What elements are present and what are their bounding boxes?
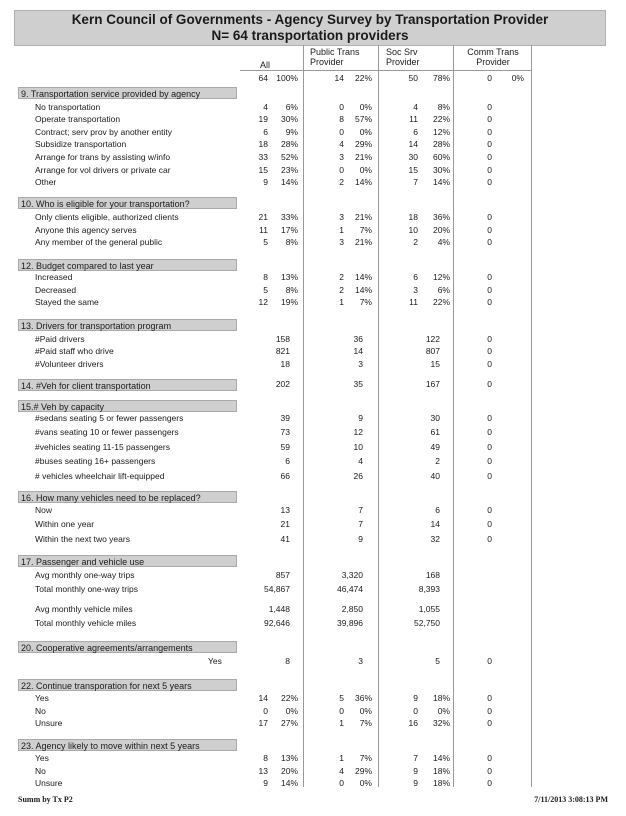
column-header-comm-line2: Provider [476, 57, 510, 67]
cell-public-count: 5 [339, 693, 344, 703]
table-row [0, 426, 626, 439]
column-header-soc [386, 47, 420, 67]
row-label: Unsure [35, 778, 63, 788]
cell-all-count: 15 [258, 165, 268, 175]
cell-soc-pct: 18% [432, 766, 450, 776]
cell-public-value: 26 [353, 471, 363, 481]
cell-soc-value: 122 [425, 334, 440, 344]
cell-public-pct: 0% [359, 706, 372, 716]
cell-soc-value: 49 [430, 442, 440, 452]
cell-soc-count: 11 [409, 114, 418, 124]
cell-all-value: 21 [280, 519, 290, 529]
cell-soc-count: 7 [413, 177, 418, 187]
cell-all-pct: 13% [280, 753, 298, 763]
column-header-soc-line2: Provider [386, 57, 420, 67]
cell-all-pct: 14% [280, 177, 298, 187]
cell-public-value: 7 [358, 519, 363, 529]
table-row [0, 569, 626, 582]
table-row [0, 296, 626, 309]
cell-comm-value: 0 [487, 456, 492, 466]
footer-left: Summ by Tx P2 [18, 795, 73, 804]
cell-public-count: 8 [339, 114, 344, 124]
cell-public-count: 1 [339, 225, 344, 235]
column-header-public-line1: Public Trans [310, 47, 360, 57]
cell-soc-pct: 30% [432, 165, 450, 175]
row-label: Other [35, 177, 57, 187]
row-label: Total monthly vehicle miles [35, 618, 137, 628]
cell-soc-value: 168 [425, 570, 440, 580]
cell-soc-pct: 18% [432, 693, 450, 703]
row-label: #Paid staff who drive [35, 346, 114, 356]
table-row [0, 617, 626, 630]
cell-soc-count: 6 [413, 272, 418, 282]
table-row [0, 518, 626, 531]
row-label: #sedans seating 5 or fewer passengers [35, 413, 184, 423]
cell-all-count: 13 [258, 766, 268, 776]
cell-soc-value: 6 [435, 505, 440, 515]
section-header: 9. Transportation service provided by agency [18, 87, 237, 99]
cell-public-count: 0 [339, 778, 344, 788]
report-title [14, 10, 606, 46]
row-label: #buses seating 16+ passengers [35, 456, 156, 466]
cell-all-pct: 6% [285, 102, 298, 112]
cell-public-value: 2,850 [341, 604, 363, 614]
cell-comm-count: 0 [487, 177, 492, 187]
row-label: #vans seating 10 or fewer passengers [35, 427, 179, 437]
table-row [0, 583, 626, 596]
cell-public-value: 39,896 [337, 618, 363, 628]
totals-comm-count: 0 [487, 73, 492, 83]
totals-public-pct: 22% [354, 73, 372, 83]
cell-all-value: 13 [280, 505, 290, 515]
totals-all-count: 64 [258, 73, 268, 83]
cell-all-count: 14 [258, 693, 268, 703]
cell-soc-count: 10 [408, 225, 418, 235]
cell-comm-value: 0 [487, 534, 492, 544]
cell-public-count: 1 [339, 718, 344, 728]
cell-public-count: 0 [339, 127, 344, 137]
cell-all-pct: 27% [280, 718, 298, 728]
cell-public-value: 10 [353, 442, 363, 452]
cell-comm-value: 0 [487, 427, 492, 437]
column-header-public [310, 47, 360, 67]
cell-comm-value: 0 [487, 519, 492, 529]
cell-comm-count: 0 [487, 152, 492, 162]
cell-public-value: 9 [358, 534, 363, 544]
cell-soc-pct: 0% [437, 706, 450, 716]
cell-public-value: 46,474 [337, 584, 363, 594]
column-header-public-line2: Provider [310, 57, 344, 67]
cell-public-count: 3 [339, 212, 344, 222]
section-header: 17. Passenger and vehicle use [18, 555, 237, 567]
cell-soc-count: 16 [408, 718, 418, 728]
table-row [0, 271, 626, 284]
cell-soc-value: 14 [430, 519, 440, 529]
section-header: 10. Who is eligible for your transportation? [18, 197, 237, 209]
table-row [0, 777, 626, 790]
cell-comm-count: 0 [487, 718, 492, 728]
cell-all-count: 9 [263, 177, 268, 187]
cell-all-count: 33 [258, 152, 268, 162]
cell-soc-count: 14 [408, 139, 418, 149]
table-row [0, 692, 626, 705]
cell-public-pct: 7% [359, 225, 372, 235]
cell-comm-count: 0 [487, 297, 492, 307]
table-row [0, 138, 626, 151]
cell-comm-count: 0 [487, 753, 492, 763]
table-row [0, 655, 626, 668]
cell-all-pct: 0% [285, 706, 298, 716]
cell-all-count: 8 [263, 753, 268, 763]
row-label: #Paid drivers [35, 334, 85, 344]
cell-soc-value: 52,750 [414, 618, 440, 628]
cell-soc-count: 3 [413, 285, 418, 295]
cell-soc-pct: 28% [432, 139, 450, 149]
cell-public-value: 7 [358, 505, 363, 515]
cell-soc-pct: 22% [432, 297, 450, 307]
row-label: # vehicles wheelchair lift-equipped [35, 471, 165, 481]
cell-public-count: 1 [339, 297, 344, 307]
table-row [0, 378, 626, 391]
cell-soc-value: 61 [430, 427, 440, 437]
cell-all-count: 0 [263, 706, 268, 716]
cell-all-value: 202 [275, 379, 290, 389]
section-header: 23. Agency likely to move within next 5 years [18, 739, 237, 751]
cell-comm-value: 0 [487, 359, 492, 369]
cell-all-value: 158 [275, 334, 290, 344]
cell-comm-value: 0 [487, 656, 492, 666]
cell-soc-value: 5 [435, 656, 440, 666]
cell-comm-count: 0 [487, 693, 492, 703]
cell-soc-pct: 20% [432, 225, 450, 235]
cell-soc-value: 167 [425, 379, 440, 389]
cell-all-pct: 23% [280, 165, 298, 175]
cell-all-count: 9 [263, 778, 268, 788]
cell-all-count: 5 [263, 285, 268, 295]
row-label: Only clients eligible, authorized clients [35, 212, 179, 222]
cell-public-count: 3 [339, 152, 344, 162]
cell-public-pct: 14% [354, 177, 372, 187]
cell-all-pct: 19% [280, 297, 298, 307]
row-label: No transportation [35, 102, 101, 112]
cell-public-count: 0 [339, 102, 344, 112]
cell-all-pct: 8% [285, 237, 298, 247]
cell-comm-value: 0 [487, 471, 492, 481]
cell-soc-count: 9 [413, 693, 418, 703]
cell-all-value: 6 [285, 456, 290, 466]
cell-all-pct: 28% [280, 139, 298, 149]
cell-soc-value: 8,393 [418, 584, 440, 594]
totals-soc-count: 50 [408, 73, 418, 83]
cell-soc-value: 32 [430, 534, 440, 544]
table-row [0, 345, 626, 358]
table-row [0, 113, 626, 126]
row-label: Subsidize transportation [35, 139, 127, 149]
cell-public-pct: 0% [359, 102, 372, 112]
cell-all-count: 17 [258, 718, 268, 728]
cell-all-value: 54,867 [264, 584, 290, 594]
row-label: Contract; serv prov by another entity [35, 127, 173, 137]
cell-soc-count: 11 [409, 297, 418, 307]
cell-public-value: 35 [353, 379, 363, 389]
totals-comm-pct: 0% [511, 73, 524, 83]
cell-all-value: 39 [280, 413, 290, 423]
header-underline [240, 70, 531, 71]
table-row [0, 504, 626, 517]
cell-all-pct: 8% [285, 285, 298, 295]
cell-comm-count: 0 [487, 225, 492, 235]
cell-comm-count: 0 [487, 285, 492, 295]
cell-soc-pct: 18% [432, 778, 450, 788]
cell-public-value: 14 [353, 346, 363, 356]
cell-all-value: 92,646 [264, 618, 290, 628]
cell-all-pct: 30% [280, 114, 298, 124]
cell-public-pct: 21% [354, 237, 372, 247]
cell-all-count: 21 [258, 212, 268, 222]
totals-row [0, 72, 626, 85]
cell-public-count: 3 [339, 237, 344, 247]
cell-comm-count: 0 [487, 272, 492, 282]
row-label: Yes [208, 656, 222, 666]
totals-all-pct: 100% [276, 73, 298, 83]
table-row [0, 717, 626, 730]
cell-comm-count: 0 [487, 212, 492, 222]
cell-soc-count: 0 [413, 706, 418, 716]
cell-soc-count: 30 [408, 152, 418, 162]
cell-comm-value: 0 [487, 334, 492, 344]
cell-soc-pct: 12% [432, 127, 450, 137]
cell-all-count: 6 [263, 127, 268, 137]
totals-soc-pct: 78% [432, 73, 450, 83]
cell-all-count: 19 [258, 114, 268, 124]
report-title-line1: Kern Council of Governments - Agency Survey by Transportation Provider [71, 12, 549, 27]
table-row [0, 455, 626, 468]
cell-public-value: 12 [353, 427, 363, 437]
footer-timestamp: 7/11/2013 3:08:13 PM [534, 795, 608, 804]
row-label: Unsure [35, 718, 63, 728]
cell-public-count: 4 [339, 139, 344, 149]
cell-comm-value: 0 [487, 413, 492, 423]
row-label: Within the next two years [35, 534, 130, 544]
cell-all-value: 66 [280, 471, 290, 481]
cell-public-pct: 57% [354, 114, 372, 124]
cell-public-value: 36 [353, 334, 363, 344]
row-label: Arrange for trans by assisting w/info [35, 152, 171, 162]
cell-comm-value: 0 [487, 379, 492, 389]
cell-soc-count: 15 [408, 165, 418, 175]
table-row [0, 151, 626, 164]
row-label: No [35, 706, 46, 716]
cell-soc-count: 4 [413, 102, 418, 112]
cell-all-pct: 20% [280, 766, 298, 776]
section-header: 22. Continue transporation for next 5 years [18, 679, 237, 691]
cell-soc-pct: 36% [432, 212, 450, 222]
cell-comm-count: 0 [487, 237, 492, 247]
cell-all-count: 5 [263, 237, 268, 247]
cell-public-value: 9 [358, 413, 363, 423]
cell-public-count: 0 [339, 706, 344, 716]
cell-all-pct: 17% [280, 225, 298, 235]
cell-public-pct: 36% [354, 693, 372, 703]
cell-comm-count: 0 [487, 102, 492, 112]
cell-public-value: 3,320 [341, 570, 363, 580]
column-header-soc-line1: Soc Srv [386, 47, 418, 57]
cell-public-count: 2 [339, 177, 344, 187]
cell-public-pct: 14% [354, 272, 372, 282]
row-label: Now [35, 505, 53, 515]
row-label: Yes [35, 753, 49, 763]
cell-all-value: 41 [280, 534, 290, 544]
table-row [0, 533, 626, 546]
section-header: 12. Budget compared to last year [18, 259, 237, 271]
cell-public-pct: 0% [359, 778, 372, 788]
cell-public-pct: 29% [354, 766, 372, 776]
row-label: Any member of the general public [35, 237, 163, 247]
cell-soc-value: 40 [430, 471, 440, 481]
report-title-line2: N= 64 transportation providers [211, 28, 409, 43]
cell-public-pct: 0% [359, 165, 372, 175]
table-row [0, 236, 626, 249]
cell-public-value: 3 [358, 359, 363, 369]
row-label: Avg monthly vehicle miles [35, 604, 133, 614]
section-header: 14. #Veh for client transportation [18, 379, 237, 391]
row-label: Stayed the same [35, 297, 99, 307]
cell-all-pct: 9% [285, 127, 298, 137]
cell-soc-value: 807 [425, 346, 440, 356]
cell-public-count: 0 [339, 165, 344, 175]
cell-soc-value: 2 [435, 456, 440, 466]
cell-public-pct: 7% [359, 297, 372, 307]
cell-soc-value: 1,055 [418, 604, 440, 614]
cell-public-count: 2 [339, 272, 344, 282]
cell-all-pct: 33% [280, 212, 298, 222]
table-row [0, 358, 626, 371]
row-label: #vehicles seating 11-15 passengers [35, 442, 170, 452]
row-label: Increased [35, 272, 73, 282]
cell-soc-count: 9 [413, 766, 418, 776]
table-row [0, 176, 626, 189]
cell-comm-count: 0 [487, 139, 492, 149]
cell-comm-value: 0 [487, 442, 492, 452]
cell-public-pct: 21% [354, 152, 372, 162]
cell-all-pct: 52% [280, 152, 298, 162]
cell-soc-pct: 6% [437, 285, 450, 295]
cell-public-value: 3 [358, 656, 363, 666]
row-label: Within one year [35, 519, 95, 529]
cell-all-value: 18 [280, 359, 290, 369]
cell-soc-count: 6 [413, 127, 418, 137]
cell-all-count: 11 [259, 225, 268, 235]
cell-all-value: 8 [285, 656, 290, 666]
cell-soc-count: 2 [413, 237, 418, 247]
cell-soc-pct: 12% [432, 272, 450, 282]
cell-soc-value: 15 [430, 359, 440, 369]
cell-comm-count: 0 [487, 165, 492, 175]
cell-all-value: 59 [280, 442, 290, 452]
cell-comm-value: 0 [487, 346, 492, 356]
cell-comm-count: 0 [487, 706, 492, 716]
cell-all-count: 8 [263, 272, 268, 282]
cell-comm-count: 0 [487, 778, 492, 788]
row-label: Total monthly one-way trips [35, 584, 138, 594]
cell-all-value: 821 [275, 346, 290, 356]
section-header: 16. How many vehicles need to be replaced? [18, 491, 237, 503]
cell-soc-count: 18 [408, 212, 418, 222]
cell-all-pct: 13% [280, 272, 298, 282]
column-header-comm-line1: Comm Trans [467, 47, 519, 57]
cell-soc-pct: 4% [437, 237, 450, 247]
row-label: Yes [35, 693, 49, 703]
column-header-comm [462, 47, 524, 67]
cell-all-pct: 14% [280, 778, 298, 788]
row-label: Decreased [35, 285, 77, 295]
cell-all-value: 73 [280, 427, 290, 437]
cell-public-pct: 29% [354, 139, 372, 149]
cell-comm-count: 0 [487, 114, 492, 124]
row-label: Anyone this agency serves [35, 225, 137, 235]
cell-soc-pct: 22% [432, 114, 450, 124]
table-row [0, 752, 626, 765]
table-row [0, 412, 626, 425]
section-header: 20. Cooperative agreements/arrangements [18, 641, 237, 653]
row-label: #Volunteer drivers [35, 359, 104, 369]
row-label: Operate transportation [35, 114, 121, 124]
cell-soc-pct: 14% [432, 753, 450, 763]
totals-public-count: 14 [334, 73, 344, 83]
cell-all-count: 18 [258, 139, 268, 149]
cell-public-pct: 7% [359, 753, 372, 763]
cell-soc-pct: 14% [432, 177, 450, 187]
table-row [0, 441, 626, 454]
section-header: 15.# Veh by capacity [18, 400, 237, 412]
cell-public-count: 4 [339, 766, 344, 776]
cell-public-count: 2 [339, 285, 344, 295]
section-header: 13. Drivers for transportation program [18, 319, 237, 331]
cell-soc-value: 30 [430, 413, 440, 423]
cell-all-pct: 22% [280, 693, 298, 703]
cell-comm-value: 0 [487, 505, 492, 515]
cell-public-pct: 7% [359, 718, 372, 728]
cell-public-value: 4 [358, 456, 363, 466]
cell-all-count: 12 [258, 297, 268, 307]
cell-comm-count: 0 [487, 766, 492, 776]
row-label: Avg monthly one-way trips [35, 570, 135, 580]
cell-public-pct: 0% [359, 127, 372, 137]
table-row [0, 470, 626, 483]
cell-soc-pct: 60% [432, 152, 450, 162]
cell-public-pct: 14% [354, 285, 372, 295]
table-row [0, 603, 626, 616]
column-header-all: All [260, 60, 271, 70]
cell-soc-count: 9 [413, 778, 418, 788]
cell-all-count: 4 [263, 102, 268, 112]
cell-comm-count: 0 [487, 127, 492, 137]
cell-soc-pct: 32% [432, 718, 450, 728]
table-row [0, 211, 626, 224]
cell-all-value: 857 [275, 570, 290, 580]
cell-public-count: 1 [339, 753, 344, 763]
cell-public-pct: 21% [354, 212, 372, 222]
cell-soc-count: 7 [413, 753, 418, 763]
row-label: No [35, 766, 46, 776]
row-label: Arrange for vol drivers or private car [35, 165, 171, 175]
cell-soc-pct: 8% [437, 102, 450, 112]
cell-all-value: 1,448 [268, 604, 290, 614]
